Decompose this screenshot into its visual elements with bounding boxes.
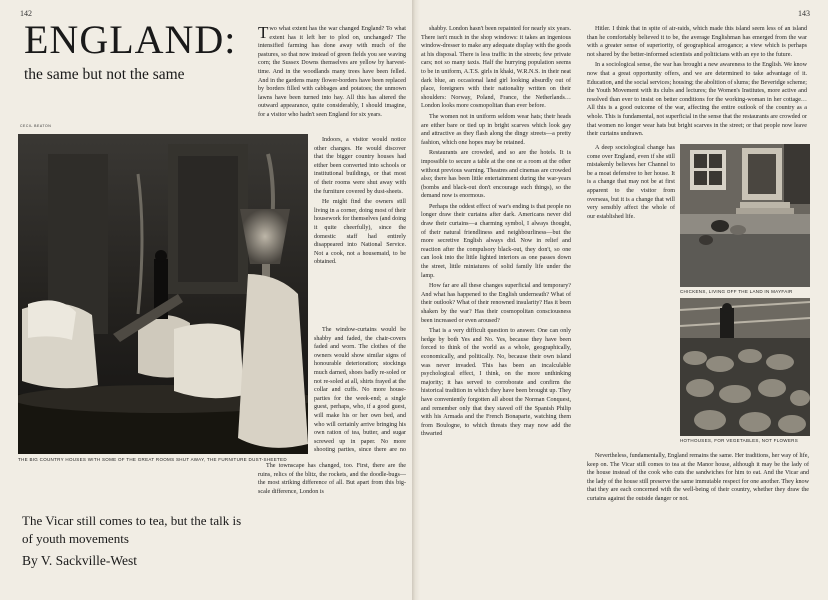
paragraph: Perhaps the oddest effect of war's ending is that people no longer draw their curtains after dark. Americans never did draw their curtains—a charming symbol, I always thought, of their natural friendliness and neighbourliness—but the more secretive English always did. Now in relief and reaction after the compulsory black-out, they don't, so one can look into the little lighted interiors as one passes down the street, little miniatures of solid family life under the lamp. [421,203,571,279]
paragraph: In a sociological sense, the war has brought a new awareness to the English. We know now that a great opportunity offers, and we are determined to take advantage of it. Education, and the social services; housing; the abolition of slums; the Beveridge scheme; the Youth Movement with its clubs and lectures; the Women's Institutes, more active and resolved than ever to insist on better conditions for the working-woman in her cottage…All this is a good outcome of the war, affecting the entire outlook of the country as a whole. This is fundamental, not superficial in the sense that the restaurants are crowded or that women no longer wear hats but bright scarves in the street; or that people now leave their curtains undrawn. [587,62,807,138]
paragraph: Restaurants are crowded, and so are the hotels. It is impossible to secure a table at the one or a room at the other without previous warning. Theatres and cinemas are crowded also; there has been little entertainment during the war-years (bombs and black-out don't encourage such things), so the demand now is enormous. [421,150,571,200]
country-house-photo [18,134,308,454]
photo-caption-hothouses: HOTHOUSES, FOR VEGETABLES, NOT FLOWERS [680,438,798,443]
hothouses-photo [680,298,810,436]
page-number-right: 143 [798,9,810,18]
paragraph: A deep sociological change has come over England, even if she still mistakenly believes her Channel to be a moat defensive to her house. It is a change that may not be at first apparent to the visitor from overseas, but it is a change that will very sensibly affect the whole of our established life. [587,145,675,220]
article-deck: The Vicar still comes to tea, but the talk is of youth movements [22,513,242,546]
article-title: ENGLAND: [24,17,237,62]
paragraph: How far are all these changes superficial and temporary? And what has happened to the English underneath? What of their outlook? What of their renowned insularity? Has it been shaken by the war? Has their cosmopolitan consciousness been increased or even aroused? [421,283,571,324]
page-number-left: 142 [20,9,32,18]
paragraph: Indoors, a visitor would notice other changes. He would discover that the bigger country houses had either been converted into schools or institutional buildings, or that most of their rooms were shut away with the furniture covered by dust-sheets. [314,137,406,195]
paragraph: That is a very difficult question to answer. One can only hedge by both Yes and No. Yes, because they have been forced to think of the world as a whole, geographically, economically, and politically. No, because their own island was never invaded. This has been an incalculable psychological effect, I think, on the more unthinking majority; it has served to corroborate and confirm the historical tradition in which they have been brought up. They have conveniently forgotten all about the Norman Conquest, and remember only that they staved off the Spanish Philip with his Armada and the French Bonaparte, watching them from Boulogne, to which threats they may now add the thwarted [421,328,571,438]
paragraph: The townscape has changed, too. First, there are the ruins, relics of the blitz, the rockets, and the doodle-bugs—the most striking difference of all. But apart from this big-scale difference, London is [258,463,406,495]
paragraph: wo what extent has the war changed England? To what extent has it left her to plod on, unchanged? The intensified farming has done away with much of the pastures, so that now instead of green fields you see waving corn; the Sussex Downs themselves are yellow by harvest-time. And in the woodlands many trees have been felled. And in the gardens many flower-borders have been replaced by borders filled with cabbages and potatoes; the unmown lawns have been turned into hay. All this has altered the outward appearance, quite considerably, I should imagine, for a visitor who hadn't seen England for six years. [258,26,406,118]
paragraph: The window-curtains would be shabby and faded, the chair-covers faded and worn. The clothes of the owners would show similar signs of honourable deterioration; stockings much darned, shoes badly re-soled or not re-soled at all, shirts frayed at the collar and cuffs. No more house-parties for the week-end; a single guest, perhaps, who, if a good guest, will make his or her own bed, and who will certainly arrive bringing his own ration of tea, butter, and sugar screwed up in paper. No more shooting parties, since there are no [314,327,406,454]
gutter [412,0,420,600]
chickens-photo-image [680,144,810,287]
column-3-narrow [587,144,675,444]
photo-caption-house: THE BIG COUNTRY HOUSES WITH SOME OF THE GREAT ROOMS SHUT AWAY, THE FURNITURE DUST-SHEETED [18,457,287,462]
paragraph: The women not in uniform seldom wear hats; their heads are either bare or tied up in bright scarves which look gay and attractive as they flash along the dingy streets—a pretty fashion, which one hopes may be retained. [421,113,571,146]
article-subtitle: the same but not the same [24,66,185,83]
column-2 [421,25,571,595]
chickens-photo [680,144,810,287]
photo-caption-chickens: CHICKENS, LIVING OFF THE LAND IN MAYFAIR [680,289,793,294]
paragraph: He might find the owners still living in a corner, doing most of their housework for themselves (and doing it quite cheerfully), since the domestic staff had entirely disappeared into National Service. Not a cook, not a housemaid, to be obtained. [314,199,406,266]
column-3-bottom [587,452,809,594]
paragraph: Hitler. I think that in spite of air-raids, which made this island seem less of an island than he comfortably believed it to be, the average Englishman has emerged from the war with a greater sense of superiority, of geographical arrogance; a view which is perhaps not shared by the better-informed scientists and politicians with an eye to the future. [587,26,807,58]
column-3-top [587,25,807,141]
paragraph: shabby. London hasn't been repainted for nearly six years. There isn't much in the shop windows: it takes an ingenious window-dresser to make any adequate display with the goods at his disposal. There is less traffic in the streets; few private cars; not so many taxis. Half the hurrying population seems to be in uniform, A.T.S. girls in khaki, W.R.N.S. in their neat dark blue, an occasional land girl looking absurdly out of place, foreigners with their nationality written on their shoulders: Norway, Poland, France, the Netherlands…London looks more cosmopolitan than ever before. [421,26,571,110]
column-1-bottom [258,462,406,594]
column-1-narrow [314,136,406,286]
photo-credit: CECIL BEATON [20,124,52,128]
country-house-photo-image [18,134,308,454]
hothouses-photo-image [680,298,810,436]
paragraph: Nevertheless, fundamentally, England remains the same. Her traditions, her way of life, keep on. The Vicar still comes to tea at the Manor house, although it may be the lady of the house instead of the cook who cuts the sandwiches for him to eat. And the Vicar and the lady of the house still preserve the same immutable respect for one another. They know that they are each concerned with the well-being of their country, whether they draw the curtains against the outside danger or not. [587,453,809,502]
drop-cap: T [258,25,269,42]
byline: By V. Sackville-West [22,553,138,568]
column-1-narrow-lower [314,326,406,456]
column-1-top [258,25,406,133]
